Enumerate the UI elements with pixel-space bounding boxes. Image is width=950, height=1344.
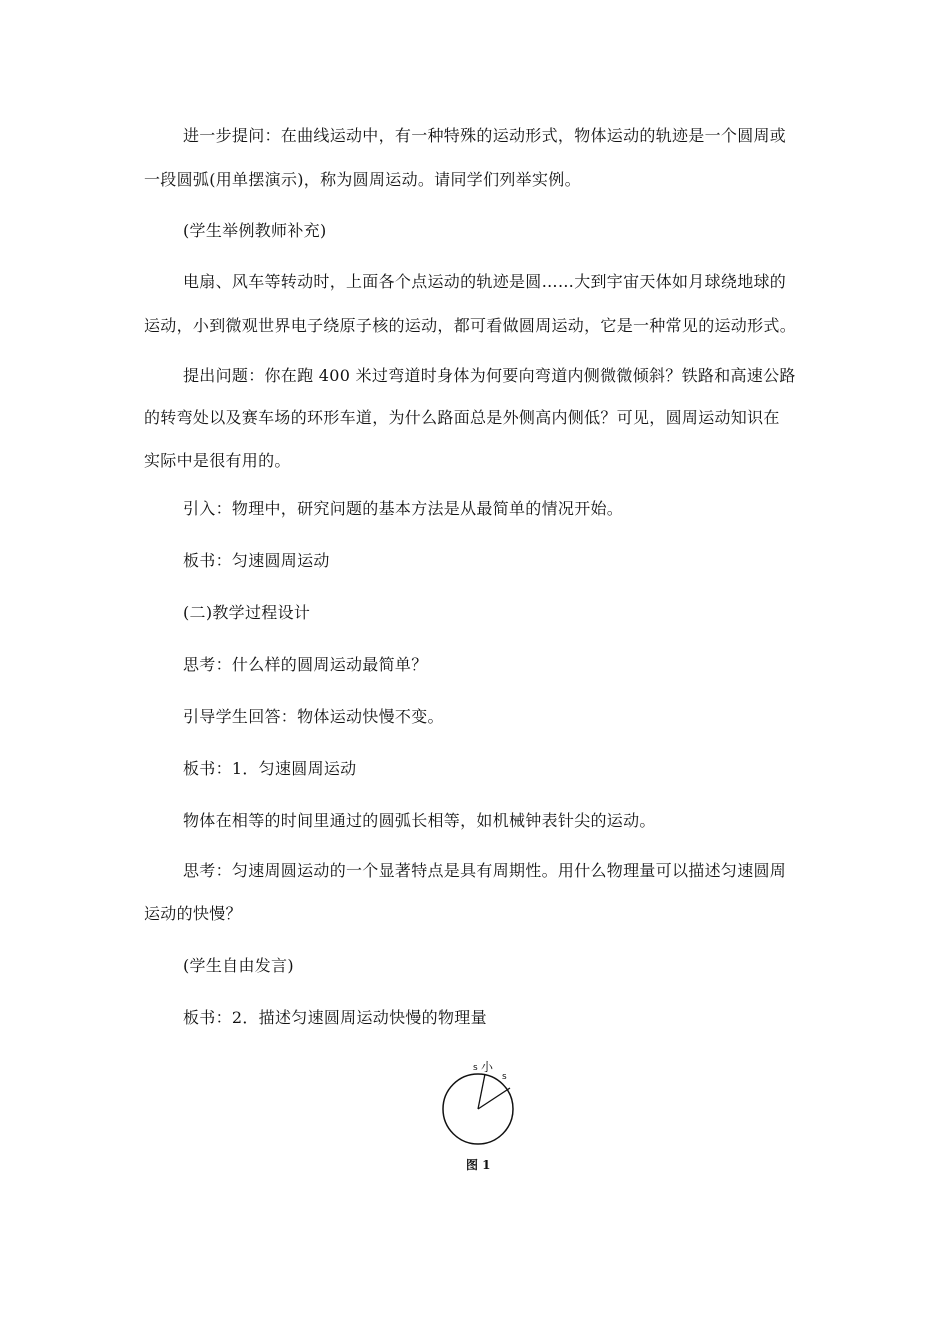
paragraph-line: (学生举例教师补充): [183, 221, 327, 240]
paragraph-line: 引入：物理中，研究问题的基本方法是从最简单的情况开始。: [183, 499, 624, 518]
arc-label-s: s: [502, 1072, 507, 1082]
paragraph-line: 一段圆弧(用单摆演示)，称为圆周运动。请同学们列举实例。: [144, 170, 581, 189]
paragraph-line: 提出问题：你在跑 400 米过弯道时身体为何要向弯道内侧微微倾斜？铁路和高速公路: [183, 366, 796, 385]
paragraph-line: 电扇、风车等转动时，上面各个点运动的轨迹是圆……大到宇宙天体如月球绕地球的: [183, 272, 787, 291]
paragraph-line: 板书：2．描述匀速圆周运动快慢的物理量: [183, 1008, 487, 1027]
arc-label-s-small: s: [473, 1063, 478, 1073]
paragraph-line: 思考：匀速周圆运动的一个显著特点是具有周期性。用什么物理量可以描述匀速圆周: [183, 861, 787, 880]
paragraph-line: 进一步提问：在曲线运动中，有一种特殊的运动形式，物体运动的轨迹是一个圆周或: [183, 126, 787, 145]
paragraph-line: 思考：什么样的圆周运动最简单？: [183, 655, 428, 674]
radius-line-1: [478, 1074, 485, 1109]
paragraph-line: 的转弯处以及赛车场的环形车道，为什么路面总是外侧高内侧低？可见，圆周运动知识在: [144, 408, 780, 427]
paragraph-line: 运动的快慢？: [144, 904, 242, 923]
figure-caption: 图 1: [466, 1158, 491, 1172]
paragraph-line: (二)教学过程设计: [183, 603, 311, 622]
figure-circle-diagram: [440, 1058, 520, 1178]
circle-diagram: [440, 1058, 520, 1158]
paragraph-line: 板书：匀速圆周运动: [183, 551, 330, 570]
paragraph-line: 物体在相等的时间里通过的圆弧长相等，如机械钟表针尖的运动。: [183, 811, 656, 830]
arc-label-small: 小: [481, 1060, 494, 1074]
radius-line-2: [478, 1088, 510, 1109]
paragraph-line: (学生自由发言): [183, 956, 294, 975]
paragraph-line: 板书：1．匀速圆周运动: [183, 759, 357, 778]
paragraph-line: 引导学生回答：物体运动快慢不变。: [183, 707, 444, 726]
paragraph-line: 运动，小到微观世界电子绕原子核的运动，都可看做圆周运动，它是一种常见的运动形式。: [144, 316, 797, 335]
paragraph-line: 实际中是很有用的。: [144, 451, 291, 470]
